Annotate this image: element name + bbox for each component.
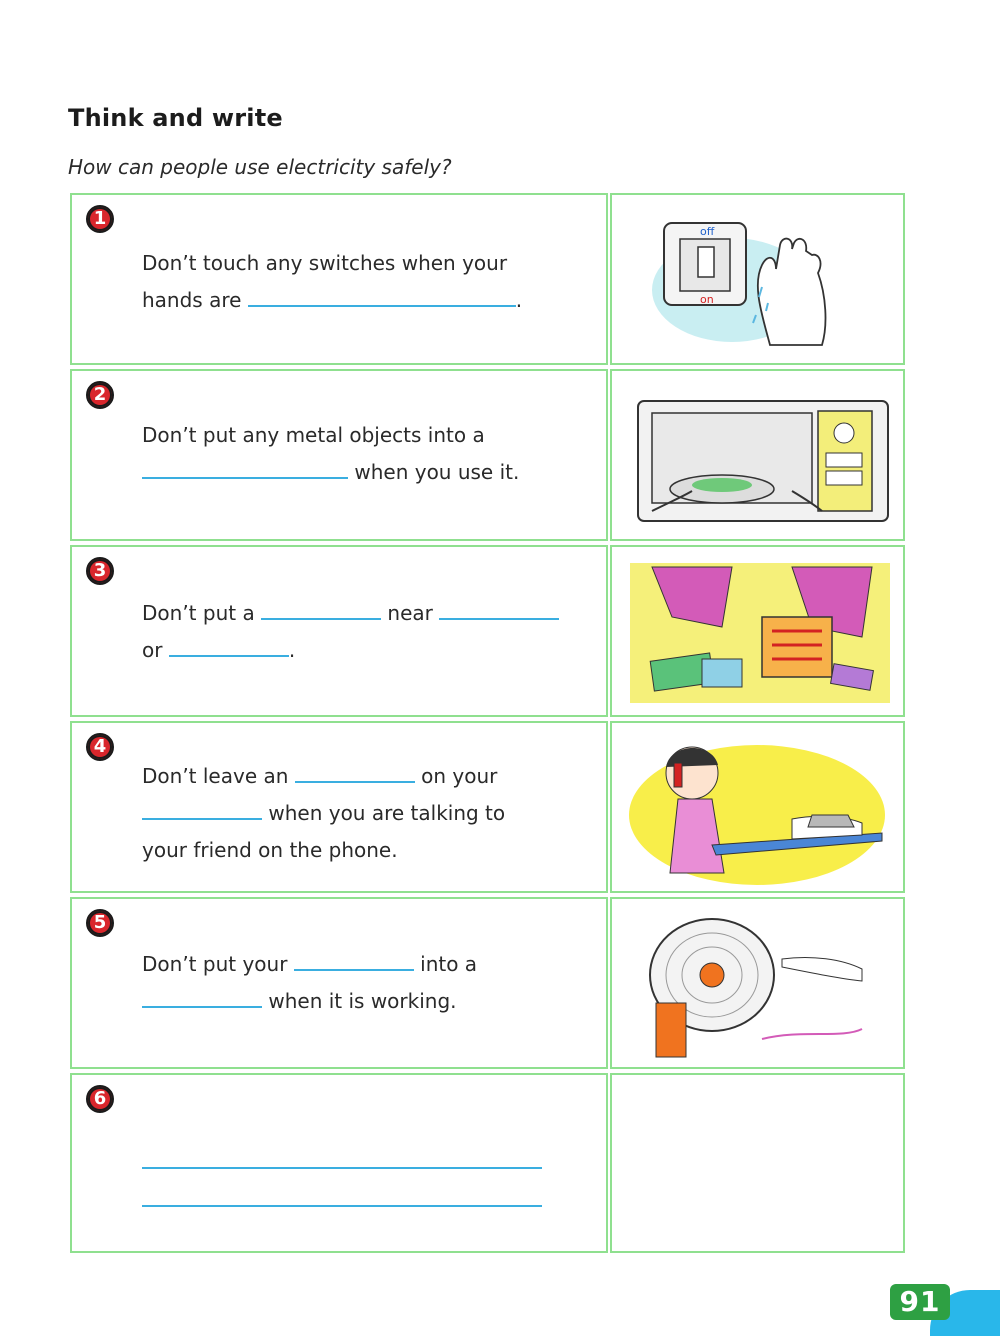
- sentence-text: Don’t touch any switches when your: [142, 251, 508, 275]
- worksheet-row-5: [70, 897, 905, 1069]
- worksheet-row-3: [70, 545, 905, 717]
- sentence-text: on your: [421, 764, 498, 788]
- illustration-cell-5: [610, 897, 905, 1069]
- text-cell-6: [70, 1073, 608, 1253]
- sentence-3: [142, 595, 559, 669]
- worksheet-row-4: [70, 721, 905, 893]
- worksheet-row-6: [70, 1073, 905, 1245]
- answer-blank[interactable]: [261, 596, 381, 620]
- text-cell-3: [70, 545, 608, 717]
- number-badge: 6: [86, 1085, 114, 1113]
- sentence-text: Don’t leave an: [142, 764, 289, 788]
- answer-blank[interactable]: [439, 596, 559, 620]
- sentence-text: when you are talking to: [268, 801, 506, 825]
- number-badge: 2: [86, 381, 114, 409]
- illustration-cell-4: [610, 721, 905, 893]
- answer-blank[interactable]: [294, 947, 414, 971]
- page-title: Think and write: [68, 104, 283, 132]
- sentence-2: [142, 417, 519, 491]
- number-badge: 5: [86, 909, 114, 937]
- answer-blank[interactable]: [142, 984, 262, 1008]
- text-cell-2: [70, 369, 608, 541]
- answer-blank[interactable]: [142, 1131, 542, 1169]
- number-badge: 1: [86, 205, 114, 233]
- illustration-cell-6[interactable]: [610, 1073, 905, 1253]
- text-cell-5: [70, 897, 608, 1069]
- sentence-text: when it is working.: [268, 989, 457, 1013]
- worksheet-row-2: [70, 369, 905, 541]
- sentence-5: [142, 946, 477, 1020]
- illustration-cell-2: [610, 369, 905, 541]
- answer-blank[interactable]: [295, 759, 415, 783]
- number-badge: 3: [86, 557, 114, 585]
- sentence-text: .: [515, 288, 523, 312]
- electric-fan-illustration: [612, 899, 903, 1067]
- sentence-4: [142, 758, 505, 869]
- page-number: 91: [890, 1284, 950, 1320]
- answer-blank[interactable]: [142, 1169, 542, 1207]
- switch-off-label: off: [700, 225, 715, 238]
- sentence-text: near: [387, 601, 433, 625]
- answer-lines: [142, 1131, 542, 1207]
- sentence-text: Don’t put any metal objects into a: [142, 423, 485, 447]
- question-prompt: How can people use electricity safely?: [68, 155, 452, 179]
- illustration-cell-1: [610, 193, 905, 365]
- light-switch-illustration: [612, 195, 903, 363]
- worksheet-row-1: [70, 193, 905, 365]
- answer-blank[interactable]: [142, 455, 348, 479]
- sentence-text: .: [288, 638, 296, 662]
- sentence-text: Don’t put a: [142, 601, 255, 625]
- switch-on-label: on: [700, 293, 714, 306]
- sentence-text: your friend on the phone.: [142, 838, 398, 862]
- answer-blank[interactable]: [169, 633, 289, 657]
- sentence-1: [142, 245, 522, 319]
- text-cell-4: [70, 721, 608, 893]
- sentence-text: hands are: [142, 288, 242, 312]
- illustration-cell-3: [610, 545, 905, 717]
- number-badge: 4: [86, 733, 114, 761]
- sentence-text: when you use it.: [354, 460, 520, 484]
- text-cell-1: [70, 193, 608, 365]
- sentence-text: Don’t put your: [142, 952, 288, 976]
- sentence-text: or: [142, 638, 163, 662]
- answer-blank[interactable]: [142, 796, 262, 820]
- sentence-text: into a: [420, 952, 478, 976]
- answer-blank[interactable]: [248, 283, 516, 307]
- worksheet-table: [70, 193, 905, 1249]
- microwave-illustration: [612, 371, 903, 539]
- heater-curtain-illustration: [612, 547, 903, 715]
- ironing-illustration: [612, 723, 903, 891]
